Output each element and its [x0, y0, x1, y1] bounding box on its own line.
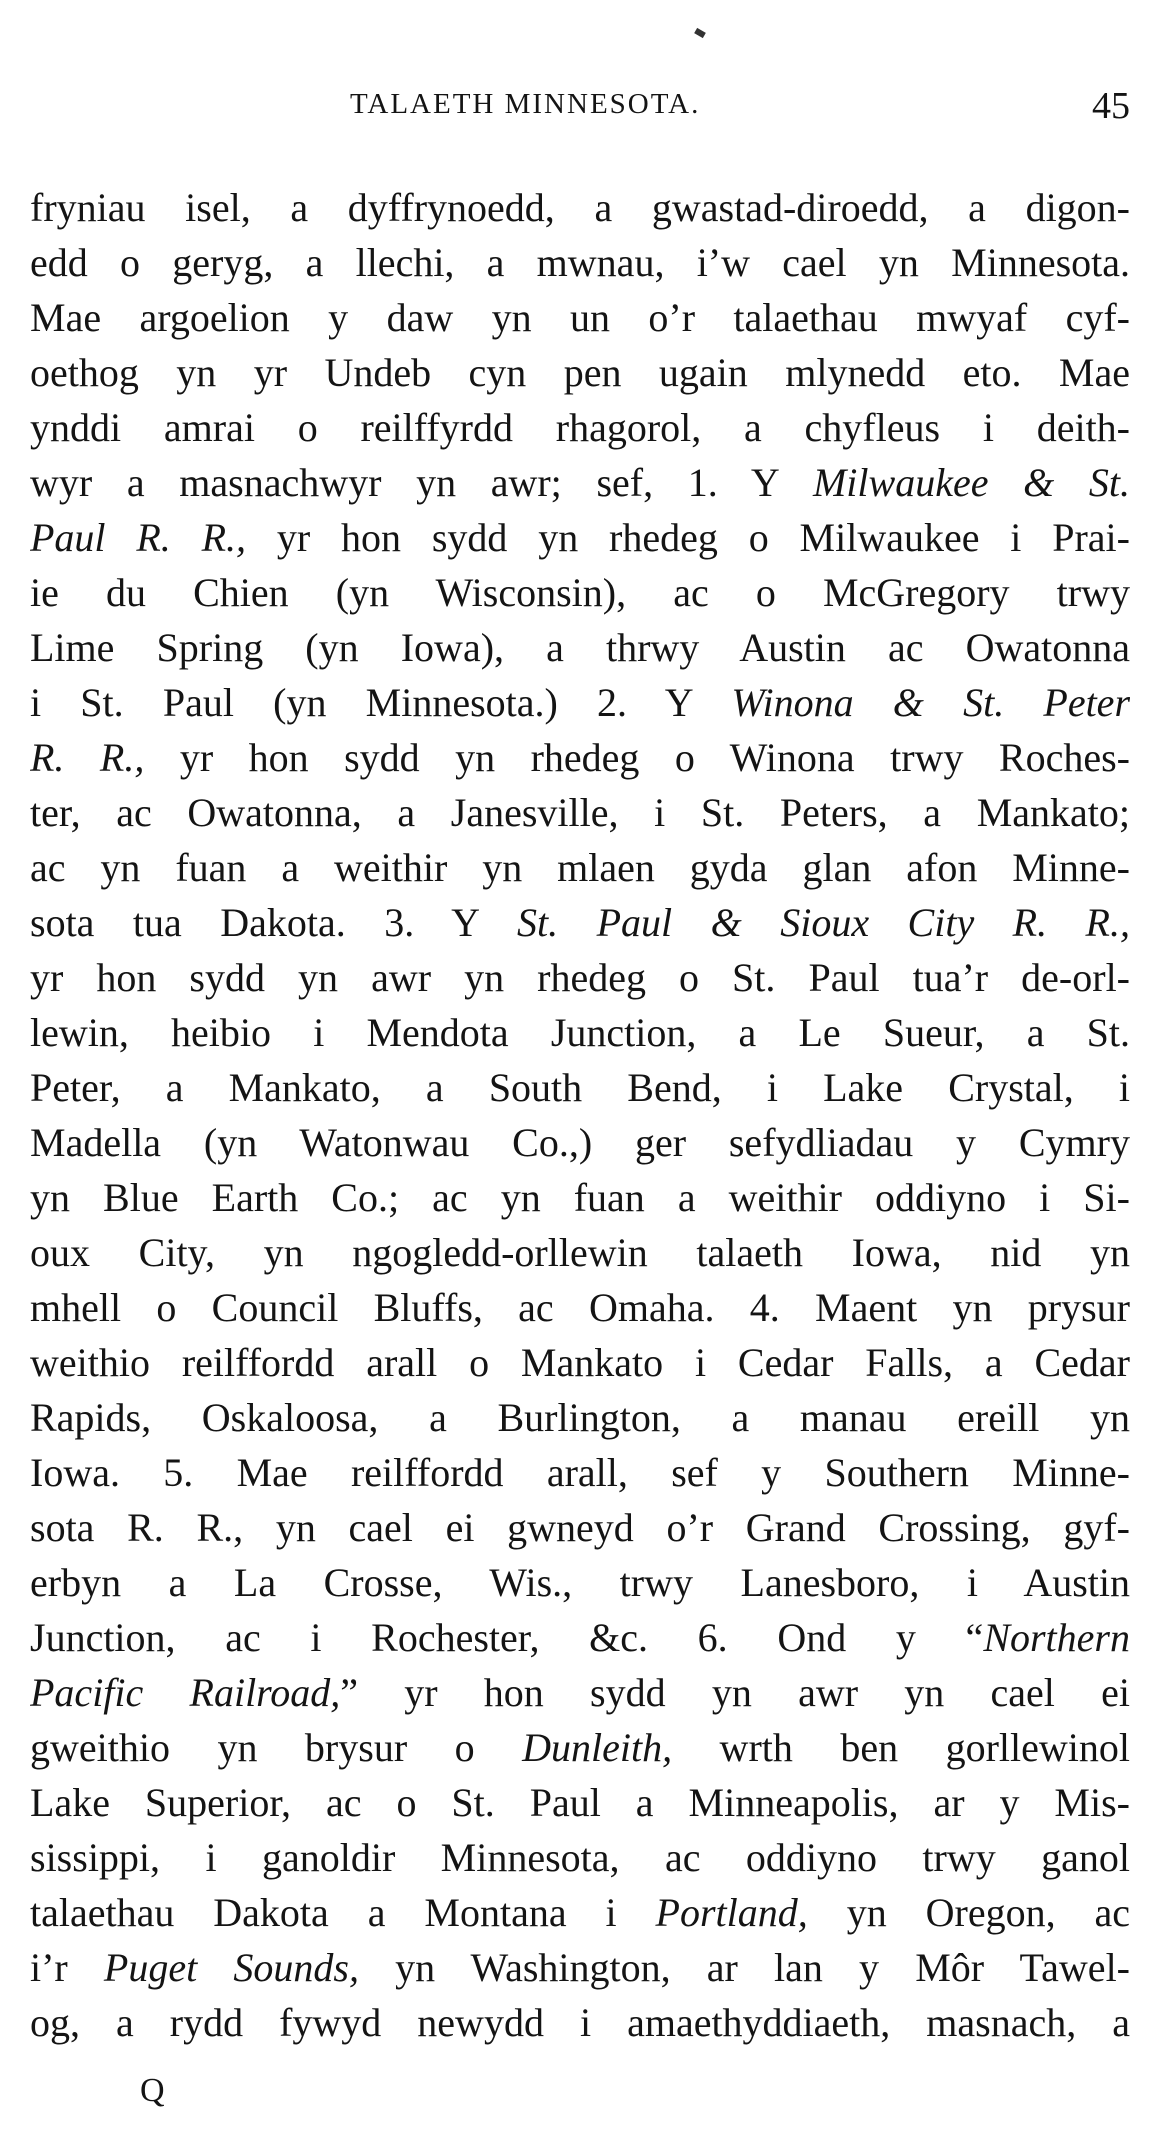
text-line: [30, 1005, 1130, 1060]
signature-mark: Q: [140, 2072, 165, 2109]
text-line: [30, 1885, 1130, 1940]
text-line: [30, 400, 1130, 455]
text-line: [30, 1500, 1130, 1555]
text-run: Lime Spring (yn Iowa), a thrwy Austin ac Owatonna: [30, 625, 1130, 670]
italic-run: Milwaukee & St.: [812, 460, 1130, 505]
text-line: [30, 1170, 1130, 1225]
text-line: [30, 620, 1130, 675]
text-line: [30, 1445, 1130, 1500]
italic-run: Portland,: [655, 1890, 808, 1935]
text-run: edd o geryg, a llechi, a mwnau, i’w cael yn Minnesota.: [30, 240, 1130, 285]
text-run: sota tua Dakota. 3. Y: [30, 900, 518, 945]
text-run: Madella (yn Watonwau Co.,) ger sefydliadau y Cymry: [30, 1120, 1130, 1165]
text-run: yr hon sydd yn awr yn rhedeg o St. Paul tua’r de-orl-: [30, 955, 1130, 1000]
text-run: yr hon sydd yn rhedeg o Milwaukee i Prai-: [246, 515, 1130, 560]
text-run: mhell o Council Bluffs, ac Omaha. 4. Maent yn prysur: [30, 1285, 1130, 1330]
text-line: [30, 1115, 1130, 1170]
italic-run: Dunleith,: [522, 1725, 673, 1770]
text-line: [30, 1775, 1130, 1830]
text-run: Rapids, Oskaloosa, a Burlington, a manau ereill yn: [30, 1395, 1130, 1440]
text-run: Peter, a Mankato, a South Bend, i Lake Crystal, i: [30, 1065, 1130, 1110]
italic-run: Pacific Railroad,: [30, 1670, 341, 1715]
text-run: ac yn fuan a weithir yn mlaen gyda glan afon Minne-: [30, 845, 1130, 890]
body-text: [30, 180, 1130, 2050]
text-line: [30, 1280, 1130, 1335]
text-line: [30, 1610, 1130, 1665]
text-line: [30, 1060, 1130, 1115]
text-run: sissippi, i ganoldir Minnesota, ac oddiyno trwy ganol: [30, 1835, 1130, 1880]
italic-run: Puget Sounds,: [103, 1945, 359, 1990]
text-run: erbyn a La Crosse, Wis., trwy Lanesboro, i Austin: [30, 1560, 1130, 1605]
text-line: [30, 1665, 1130, 1720]
text-line: [30, 675, 1130, 730]
page-header: [30, 85, 1130, 136]
text-run: Junction, ac i Rochester, &c. 6. Ond y “: [30, 1615, 984, 1660]
running-head: TALAETH MINNESOTA.: [350, 88, 701, 120]
text-line: [30, 290, 1130, 345]
text-run: lewin, heibio i Mendota Junction, a Le Sueur, a St.: [30, 1010, 1130, 1055]
text-line: [30, 1940, 1130, 1995]
text-run: i St. Paul (yn Minnesota.) 2. Y: [30, 680, 732, 725]
italic-run: Winona & St. Peter: [731, 680, 1130, 725]
text-line: [30, 510, 1130, 565]
text-run: oethog yn yr Undeb cyn pen ugain mlynedd eto. Mae: [30, 350, 1130, 395]
text-line: [30, 1830, 1130, 1885]
text-run: oux City, yn ngogledd-orllewin talaeth Iowa, nid yn: [30, 1230, 1130, 1275]
text-run: gweithio yn brysur o: [30, 1725, 523, 1770]
text-run: ” yr hon sydd yn awr yn cael ei: [340, 1670, 1130, 1715]
text-line: [30, 785, 1130, 840]
text-run: Mae argoelion y daw yn un o’r talaethau mwyaf cyf-: [30, 295, 1130, 340]
italic-run: Paul R. R.,: [30, 515, 247, 560]
text-run: og, a rydd fywyd newydd i amaethyddiaeth, masnach, a: [30, 2000, 1130, 2045]
text-run: ynddi amrai o reilffyrdd rhagorol, a chyfleus i deith-: [30, 405, 1130, 450]
text-run: ter, ac Owatonna, a Janesville, i St. Peters, a Mankato;: [30, 790, 1130, 835]
text-run: Iowa. 5. Mae reilffordd arall, sef y Southern Minne-: [30, 1450, 1130, 1495]
italic-run: Northern: [983, 1615, 1130, 1660]
text-run: ie du Chien (yn Wisconsin), ac o McGregory trwy: [30, 570, 1130, 615]
text-line: [30, 565, 1130, 620]
italic-run: R. R.,: [30, 735, 145, 780]
italic-run: St. Paul & Sioux City R. R.,: [517, 900, 1130, 945]
text-line: [30, 235, 1130, 290]
text-run: sota R. R., yn cael ei gwneyd o’r Grand Crossing, gyf-: [30, 1505, 1130, 1550]
text-line: [30, 1555, 1130, 1610]
text-line: [30, 895, 1130, 950]
text-run: wrth ben gorllewinol: [672, 1725, 1130, 1770]
ink-speck: [694, 28, 706, 38]
text-line: [30, 840, 1130, 895]
text-run: yn Blue Earth Co.; ac yn fuan a weithir oddiyno i Si-: [30, 1175, 1130, 1220]
text-line: [30, 1995, 1130, 2050]
text-run: fryniau isel, a dyffrynoedd, a gwastad-diroedd, a digon-: [30, 185, 1130, 230]
text-line: [30, 730, 1130, 785]
text-line: [30, 1720, 1130, 1775]
text-run: weithio reilffordd arall o Mankato i Cedar Falls, a Cedar: [30, 1340, 1130, 1385]
text-run: yn Washington, ar lan y Môr Tawel-: [358, 1945, 1130, 1990]
text-run: yn Oregon, ac: [807, 1890, 1130, 1935]
text-run: i’r: [30, 1945, 104, 1990]
text-run: Lake Superior, ac o St. Paul a Minneapolis, ar y Mis-: [30, 1780, 1130, 1825]
text-line: [30, 950, 1130, 1005]
text-line: [30, 1335, 1130, 1390]
text-run: wyr a masnachwyr yn awr; sef, 1. Y: [30, 460, 813, 505]
text-line: [30, 455, 1130, 510]
text-line: [30, 345, 1130, 400]
text-run: yr hon sydd yn rhedeg o Winona trwy Roches-: [144, 735, 1130, 780]
text-line: [30, 1390, 1130, 1445]
page-number: 45: [1092, 85, 1130, 127]
text-line: [30, 1225, 1130, 1280]
text-run: talaethau Dakota a Montana i: [30, 1890, 656, 1935]
text-line: [30, 180, 1130, 235]
